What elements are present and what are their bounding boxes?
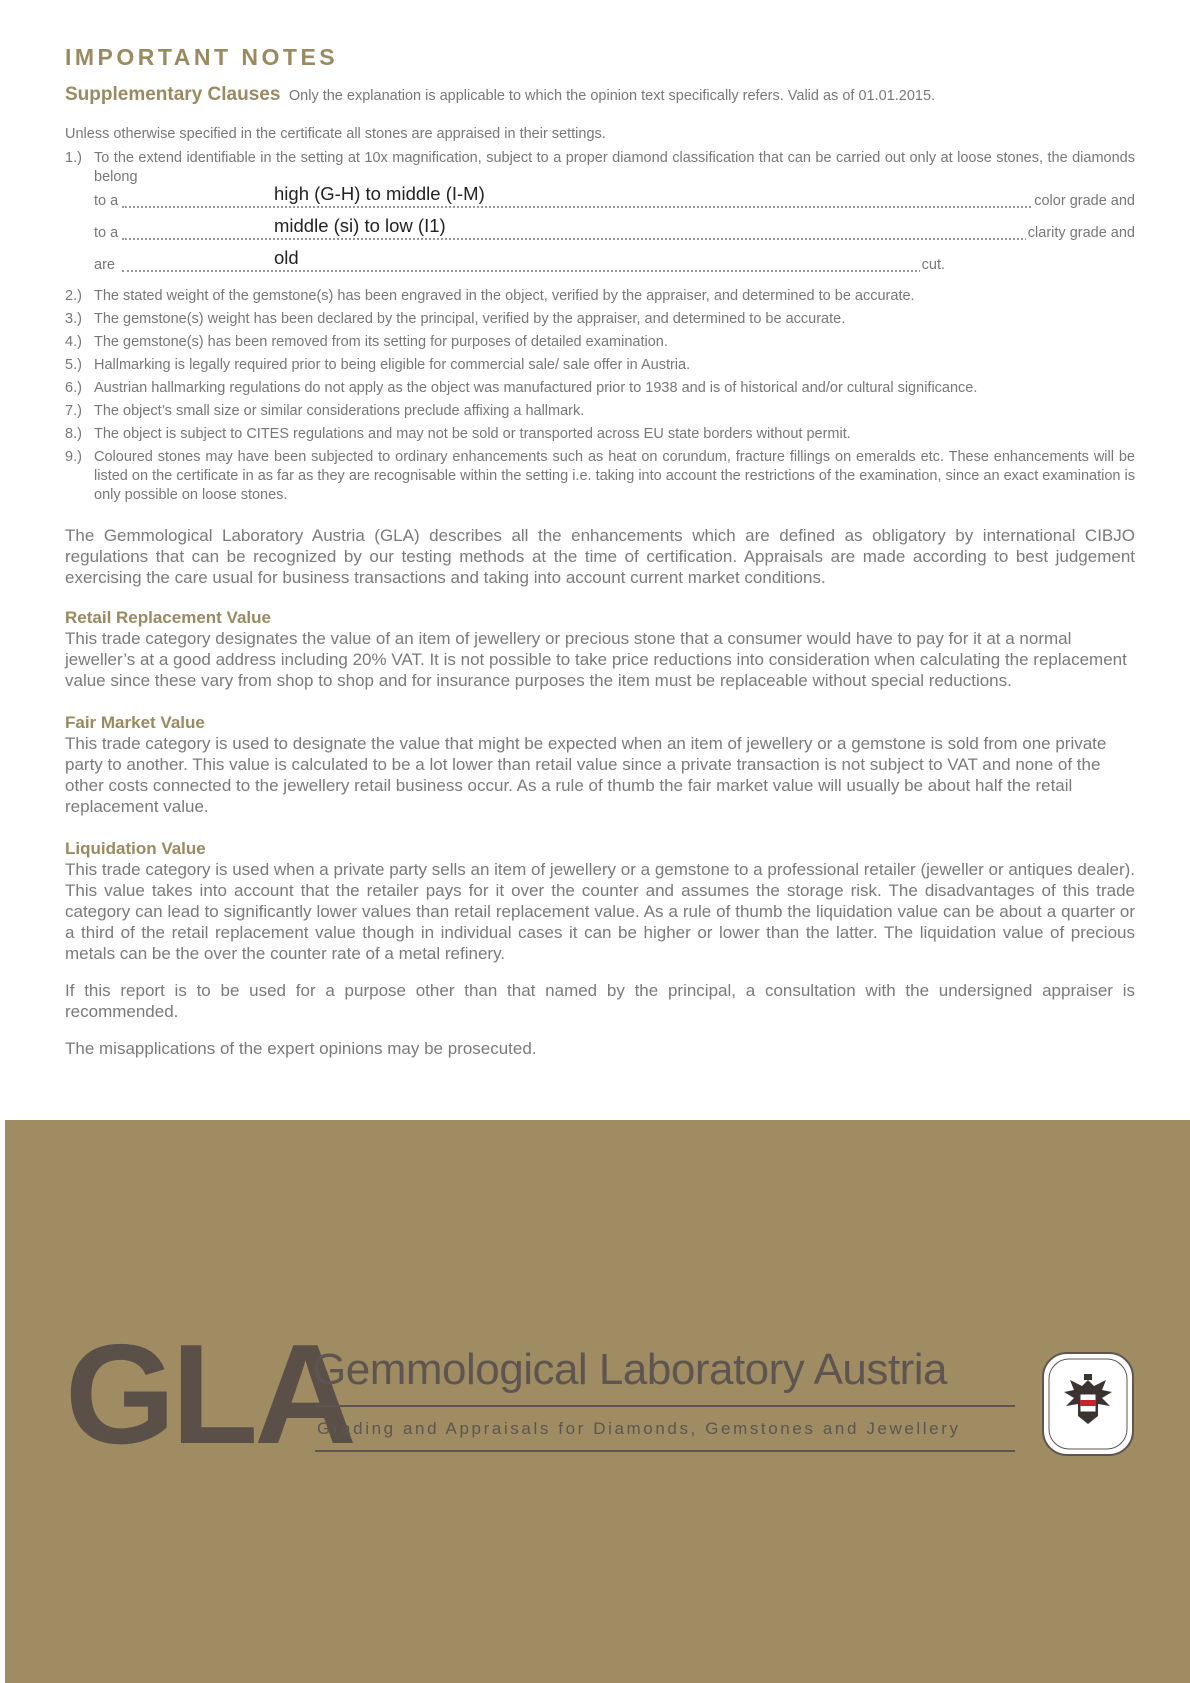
supplementary-clauses	[65, 84, 1135, 107]
clause-list	[65, 149, 1135, 505]
clause-number: 7.)	[65, 403, 82, 419]
fill-line-label: to a	[94, 225, 119, 241]
dotted-line	[122, 270, 945, 272]
gla-logo: GLA	[65, 1315, 353, 1474]
clause-item	[65, 356, 1135, 375]
section-text: This trade category is used when a private party sells an item of jewellery or a gemstone to a professional retailer (jeweller or antiques dealer). This value takes into account that the retailer pays for it over the counter and assumes the storage risk. The disadvantages of this trade category can lead to significantly lower values than retail replacement value. As a rule of thumb the liquidation value can be about a quarter or a third of the retail replacement value though in individual cases it can be higher or lower than the latter. The liquidation value of precious metals can be the over the counter rate of a metal refinery.	[65, 860, 1135, 963]
page-content	[65, 38, 1135, 1059]
footer-banner	[5, 1120, 1190, 1683]
divider	[315, 1450, 1015, 1452]
clause-text: The object’s small size or similar considerations preclude affixing a hallmark.	[94, 403, 585, 419]
clause-number: 1.)	[65, 150, 82, 166]
clause-number: 9.)	[65, 449, 82, 465]
clause-number: 6.)	[65, 380, 82, 396]
fill-line-label: to a	[94, 193, 119, 209]
clause-item	[65, 287, 1135, 306]
fill-line-suffix: cut.	[921, 257, 945, 273]
color-grade-entry: high (G-H) to middle (I-M)	[274, 183, 485, 204]
page-title: IMPORTANT NOTES	[65, 44, 339, 70]
lab-tagline: Grading and Appraisals for Diamonds, Gemstones and Jewellery	[317, 1419, 961, 1438]
clause-text: Austrian hallmarking regulations do not apply as the object was manufactured prior to 1938 and is of historical and/or cultural significance.	[94, 380, 978, 396]
clause-item	[65, 402, 1135, 421]
section-text: This trade category designates the value of an item of jewellery or precious stone that a consumer would have to pay for it at a normal jeweller’s at a good address including 20% VAT. It is not possible to take price reductions into consideration when calculating the replacement value since these vary from shop to shop and for insurance purposes the item must be replaceable without special reductions.	[65, 629, 1127, 690]
clause-text: To the extend identifiable in the setting at 10x magnification, subject to a proper diamond classification that can be carried out only at loose stones, the diamonds belong	[94, 150, 1135, 185]
dotted-line	[122, 238, 1047, 240]
clarity-grade-entry: middle (si) to low (I1)	[274, 215, 446, 236]
closing-consultation: If this report is to be used for a purpose other than that named by the principal, a consultation with the undersigned appraiser is recommended.	[65, 981, 1135, 1021]
gla-paragraph: The Gemmological Laboratory Austria (GLA) describes all the enhancements which are defined as obligatory by international CIBJO regulations that can be recognized by our testing methods at the time of certification. Appraisals are made according to best judgement exercising the care usual for business transactions and taking into account current market conditions.	[65, 526, 1135, 587]
section-title: Retail Replacement Value	[65, 608, 271, 627]
clause-text: Hallmarking is legally required prior to being eligible for commercial sale/ sale offer in Austria.	[94, 357, 691, 373]
lab-name: Gemmological Laboratory Austria	[312, 1345, 948, 1394]
section-fair-market	[65, 712, 1135, 817]
fill-line-suffix: color grade and	[1034, 193, 1135, 209]
clause-text: Coloured stones may have been subjected to ordinary enhancements such as heat on corundum, fracture fillings on emeralds etc. These enhancements will be listed on the certificate in as far as they are recognisable within the setting i.e. taking into account the restrictions of the examination, since an exact examination is only possible on loose stones.	[94, 449, 1135, 503]
clause-text: The gemstone(s) weight has been declared by the principal, verified by the appraiser, and determined to be accurate.	[94, 311, 846, 327]
clause-item	[65, 425, 1135, 444]
austrian-eagle-seal-icon	[1040, 1350, 1136, 1458]
clause-item	[65, 333, 1135, 352]
supplementary-text: Only the explanation is applicable to which the opinion text specifically refers. Valid as of 01.01.2015.	[288, 88, 936, 104]
section-title: Liquidation Value	[65, 839, 206, 858]
fill-line-label: are	[94, 257, 115, 273]
closing-prosecution: The misapplications of the expert opinions may be prosecuted.	[65, 1039, 537, 1058]
clause-item	[65, 310, 1135, 329]
clause-text: The gemstone(s) has been removed from its setting for purposes of detailed examination.	[94, 334, 668, 350]
section-liquidation	[65, 838, 1135, 964]
dotted-line	[122, 206, 1047, 208]
clause-item	[65, 448, 1135, 505]
fill-line-cut	[94, 247, 1135, 283]
clause-item	[65, 149, 1135, 283]
cut-entry: old	[274, 247, 299, 268]
section-title: Fair Market Value	[65, 713, 205, 732]
clause-number: 2.)	[65, 288, 82, 304]
intro-text: Unless otherwise specified in the certificate all stones are appraised in their settings.	[65, 126, 606, 142]
clause-text: The stated weight of the gemstone(s) has been engraved in the object, verified by the appraiser, and determined to be accurate.	[94, 288, 915, 304]
fill-line-suffix: clarity grade and	[1027, 225, 1135, 241]
clause-number: 3.)	[65, 311, 82, 327]
supplementary-title: Supplementary Clauses	[65, 84, 281, 105]
section-text: This trade category is used to designate the value that might be expected when an item of jewellery or a gemstone is sold from one private party to another. This value is calculated to be a lot lower than retail value since a private transaction is not subject to VAT and none of the other costs connected to the jewellery retail business occur. As a rule of thumb the fair market value will usually be about half the retail replacement value.	[65, 734, 1107, 816]
clause-item	[65, 379, 1135, 398]
fill-line-color	[94, 183, 1135, 219]
section-retail	[65, 607, 1135, 691]
fill-line-clarity	[94, 215, 1135, 251]
clause-number: 5.)	[65, 357, 82, 373]
clause-number: 4.)	[65, 334, 82, 350]
clause-text: The object is subject to CITES regulations and may not be sold or transported across EU state borders without permit.	[94, 426, 851, 442]
clause-number: 8.)	[65, 426, 82, 442]
divider	[315, 1405, 1015, 1407]
